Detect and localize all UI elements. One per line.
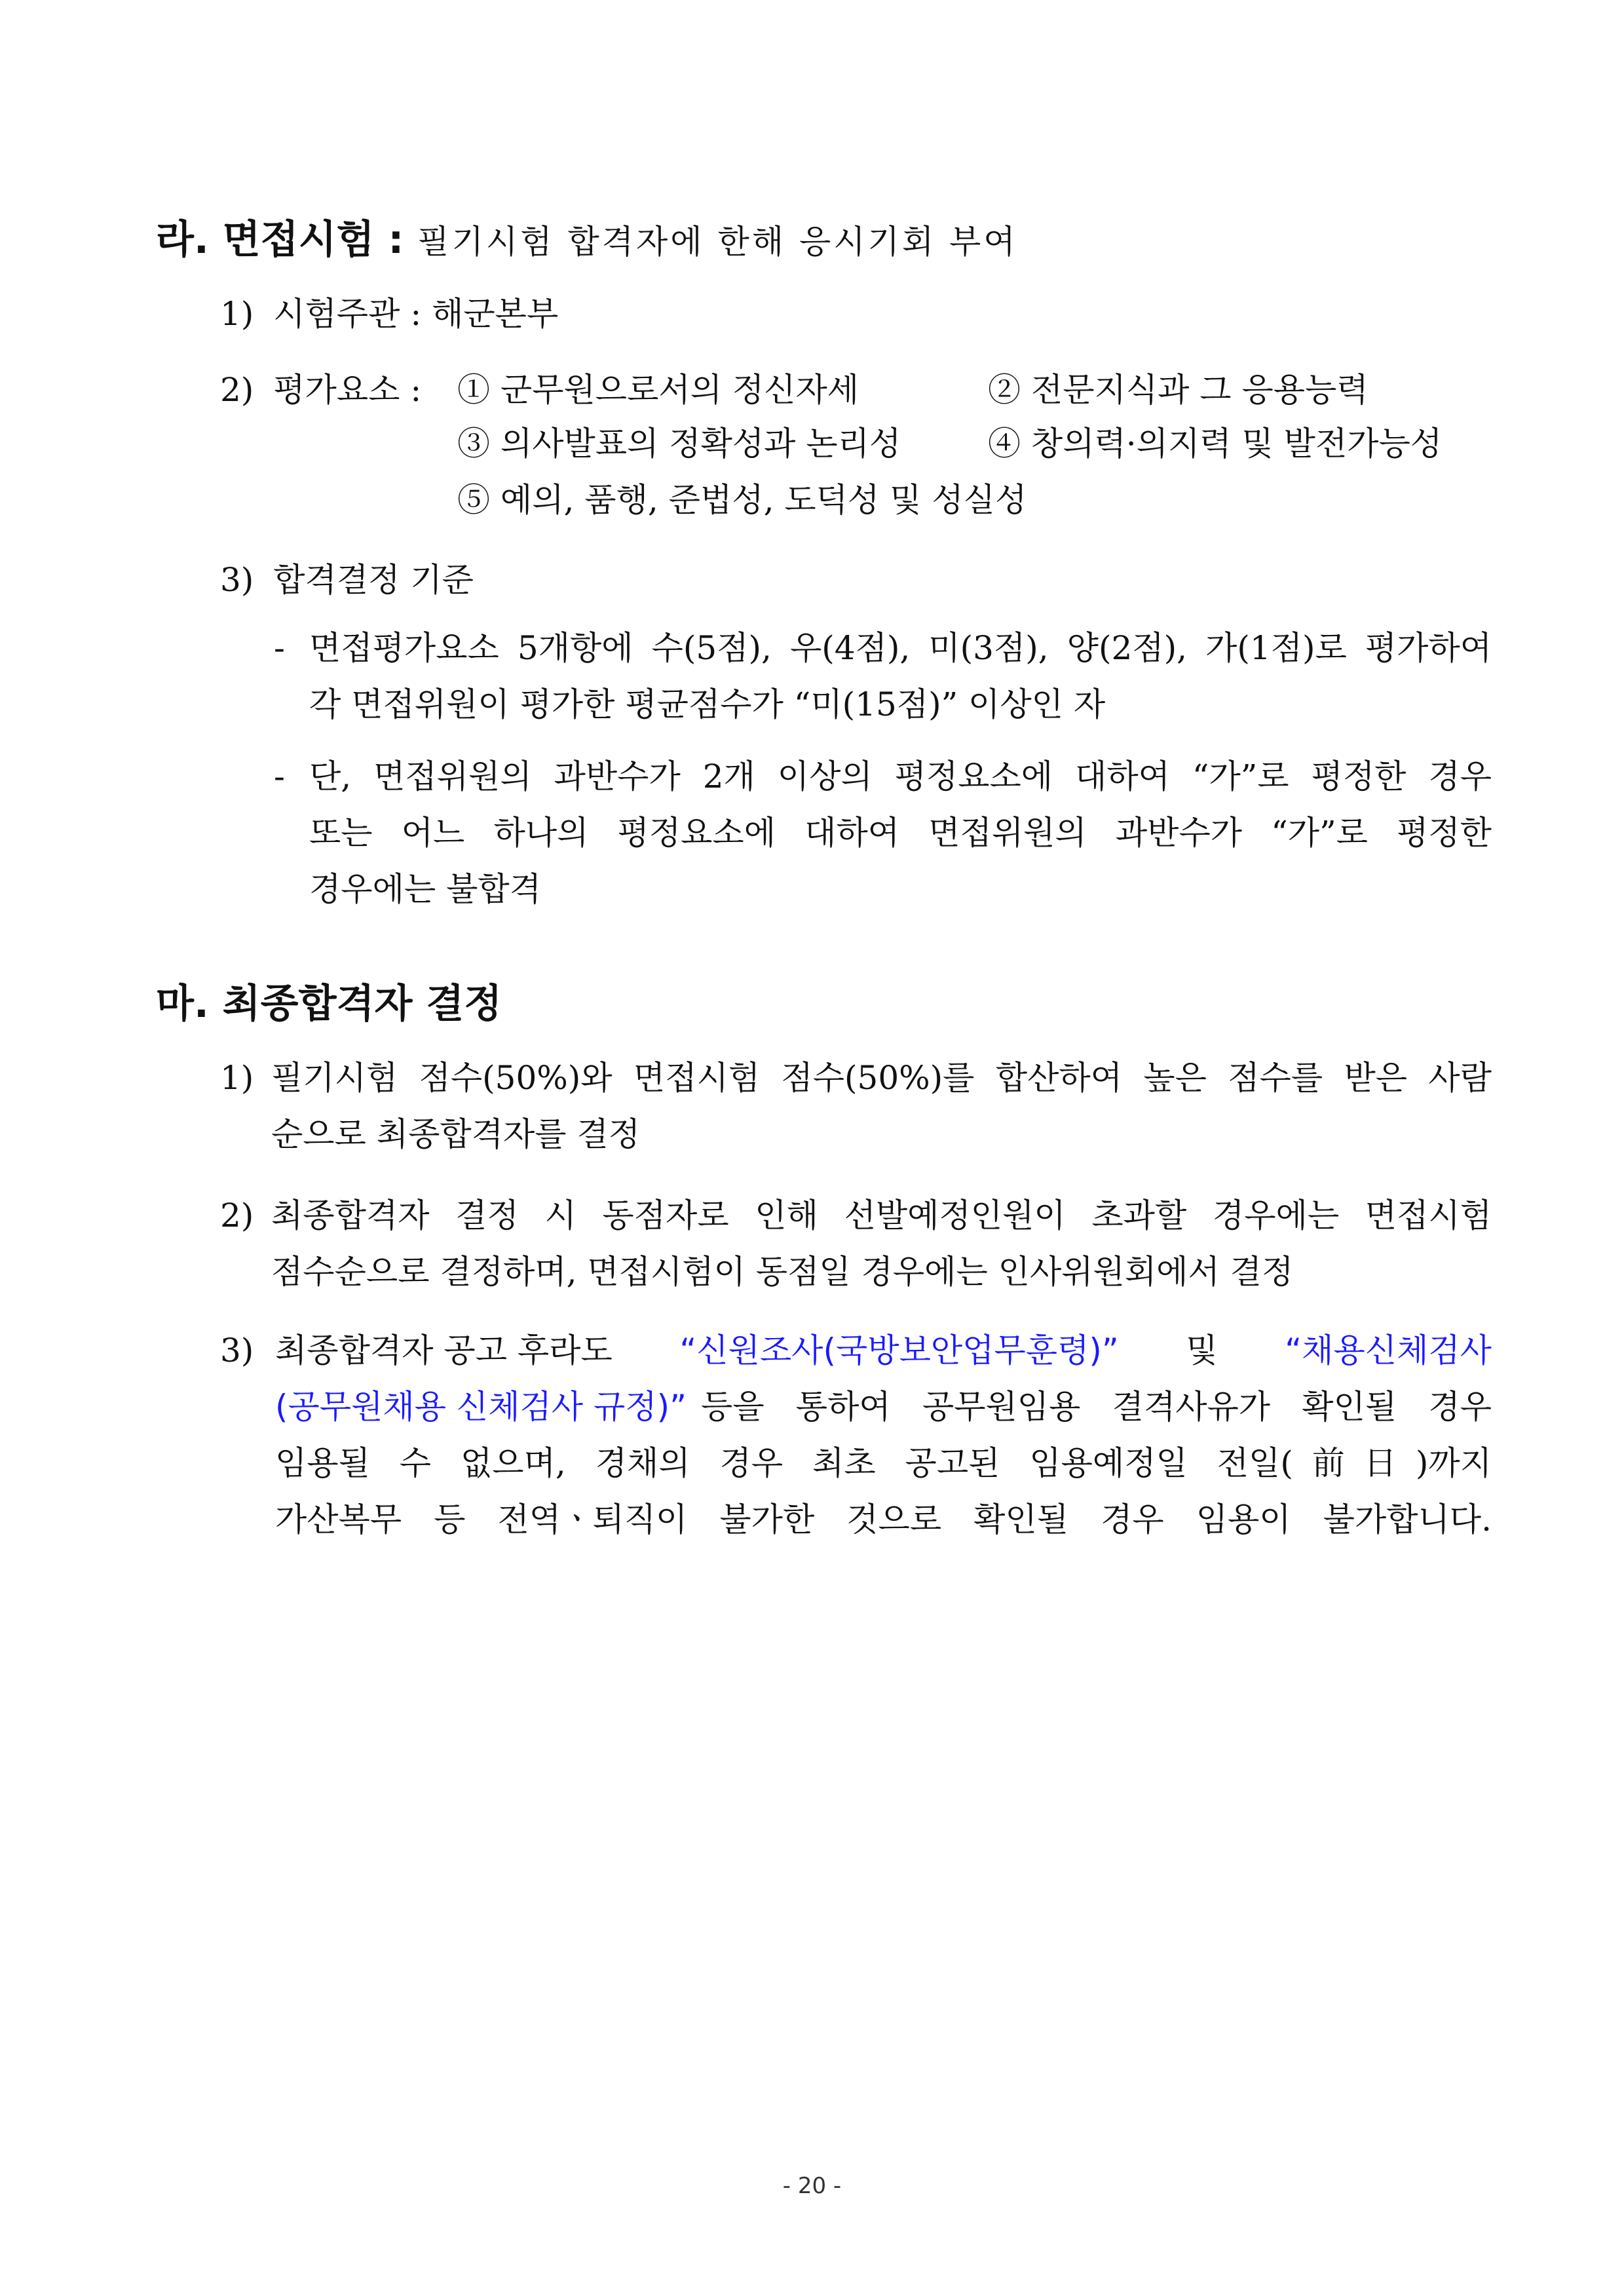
item-title: 합격결정 기준 — [273, 561, 474, 599]
bullet-dash: - — [274, 629, 285, 667]
eval-element: ④ 창의력·의지력 및 발전가능성 — [988, 425, 1443, 463]
criteria-line: 또는 어느 하나의 평정요소에 대하여 면접위원의 과반수가 “가”로 평정한 — [309, 814, 1492, 852]
item-criteria — [220, 557, 474, 603]
page-number: - 20 - — [782, 2173, 842, 2199]
item-host — [220, 291, 558, 337]
medical-check-ref: “채용신체검사 — [1285, 1331, 1492, 1369]
section-ma-marker: 마. — [156, 981, 209, 1027]
medical-check-ref: (공무원채용 신체검사 규정)” — [275, 1388, 687, 1426]
section-ra-marker: 라. — [156, 217, 209, 263]
final-text: 등을 통하여 공무원임용 결격사유가 확인될 경우 — [701, 1388, 1492, 1426]
security-check-ref: “신원조사(국방보안업무훈령)” — [679, 1331, 1119, 1369]
section-ra-description: 필기시험 합격자에 한해 응시기회 부여 — [417, 223, 1018, 261]
item-number: 1) — [220, 1059, 254, 1097]
bullet-dash: - — [274, 757, 285, 795]
item-number: 2) — [220, 1196, 254, 1234]
section-ra-colon: : — [374, 217, 418, 263]
item-number: 3) — [220, 1331, 254, 1369]
section-ma-title: 최종합격자 결정 — [222, 981, 502, 1027]
criteria-line: 각 면접위원이 평가한 평균점수가 “미(15점)” 이상인 자 — [309, 685, 1106, 723]
final-line — [275, 1328, 1492, 1373]
eval-element: ③ 의사발표의 정확성과 논리성 — [457, 425, 901, 463]
criteria-line: 경우에는 불합격 — [309, 870, 541, 908]
eval-element: ② 전문지식과 그 응용능력 — [988, 371, 1369, 409]
criteria-line: 면접평가요소 5개항에 수(5점), 우(4점), 미(3점), 양(2점), 가(1점)로 평가하여 — [309, 629, 1492, 667]
final-text: 최종합격자 공고 후라도 — [275, 1331, 613, 1369]
final-line — [275, 1384, 1492, 1430]
eval-element: ⑤ 예의, 품행, 준법성, 도덕성 및 성실성 — [457, 481, 1027, 519]
item-text: 시험주관 : 해군본부 — [273, 295, 559, 333]
final-line: 점수순으로 결정하며, 면접시험이 동점일 경우에는 인사위원회에서 결정 — [271, 1253, 1294, 1291]
final-line: 가산복무 등 전역ㆍ퇴직이 불가한 것으로 확인될 경우 임용이 불가합니다. — [275, 1501, 1492, 1539]
item-label: 평가요소 : — [273, 371, 422, 409]
item-number: 1) — [220, 295, 254, 333]
eval-element: ① 군무원으로서의 정신자세 — [457, 371, 859, 409]
item-eval-label — [220, 367, 421, 413]
section-ra-title: 면접시험 — [222, 217, 375, 263]
final-line: 순으로 최종합격자를 결정 — [271, 1115, 641, 1153]
final-line: 임용될 수 없으며, 경채의 경우 최초 공고된 임용예정일 전일(前日)까지 — [275, 1444, 1492, 1482]
item-number: 2) — [220, 371, 254, 409]
item-number: 3) — [220, 561, 254, 599]
final-text: 및 — [1186, 1331, 1218, 1369]
section-ra-heading — [156, 214, 1018, 268]
section-ma-heading — [156, 978, 502, 1030]
final-line: 필기시험 점수(50%)와 면접시험 점수(50%)를 합산하여 높은 점수를 받은 사람 — [271, 1059, 1492, 1097]
criteria-line: 단, 면접위원의 과반수가 2개 이상의 평정요소에 대하여 “가”로 평정한 경우 — [309, 757, 1492, 795]
final-line: 최종합격자 결정 시 동점자로 인해 선발예정인원이 초과할 경우에는 면접시험 — [271, 1196, 1492, 1234]
